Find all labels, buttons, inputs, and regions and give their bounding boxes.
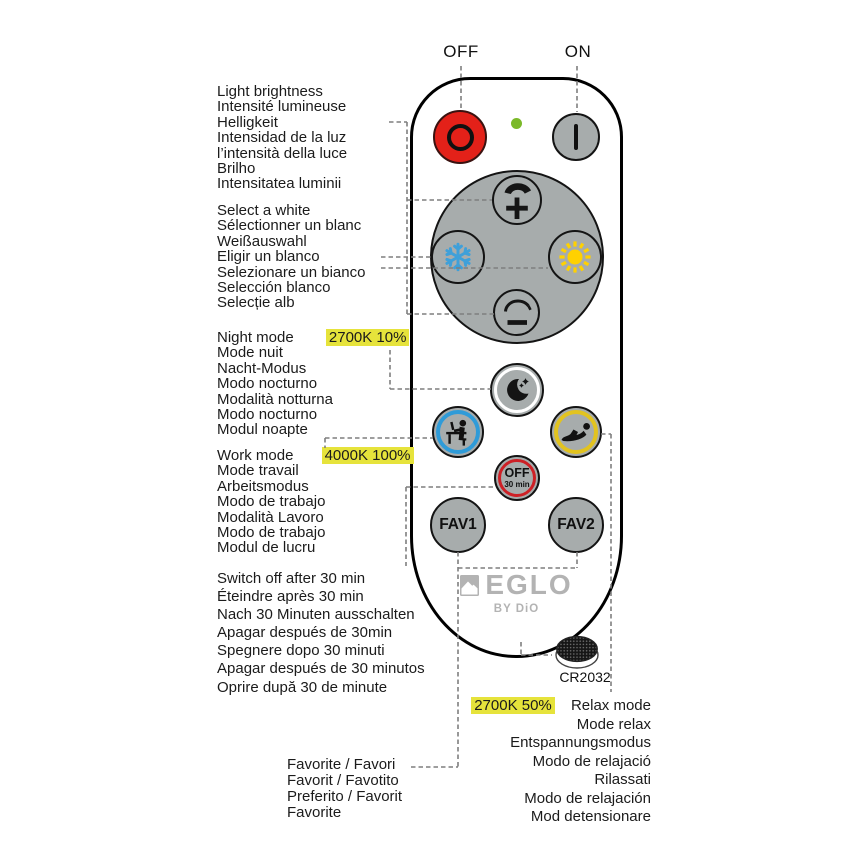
brand-logo	[410, 571, 623, 615]
fav1-label: FAV1	[439, 516, 477, 533]
battery-label: CR2032	[559, 669, 611, 685]
annotation-line: Selecție alb	[217, 294, 295, 312]
circle-outline-icon	[447, 124, 474, 151]
annotation-line: Intensitatea luminii	[217, 175, 342, 193]
power-off-button[interactable]	[433, 110, 487, 164]
bar-icon	[574, 124, 578, 150]
annotation-line: Light brightness	[217, 83, 323, 100]
coin-battery-icon	[553, 630, 603, 674]
off-30min-label-bottom: 30 min	[504, 479, 530, 489]
annotation-line: Nacht-Modus	[217, 359, 307, 377]
annotation-line: Selezionare un bianco	[217, 263, 366, 281]
annotation-line: Rilassati	[594, 771, 651, 788]
sun-icon	[557, 239, 593, 275]
annotation-favorite	[287, 757, 402, 821]
night-mode-button[interactable]	[490, 363, 544, 417]
annotation-line: Apagar después de 30min	[217, 624, 393, 642]
relax-mode-label: Relax mode	[570, 697, 651, 714]
dial-minus-icon	[499, 297, 535, 329]
off-column-label: OFF	[443, 42, 479, 61]
annotation-line: Nach 30 Minuten ausschalten	[217, 606, 415, 624]
annotation-line: Mode nuit	[217, 344, 283, 362]
annotation-line: Modul de lucru	[217, 539, 316, 557]
annotation-relax-mode	[471, 697, 651, 827]
brightness-down-button[interactable]	[493, 289, 540, 336]
annotation-line: Mode relax	[576, 715, 651, 733]
brand-subtitle: BY DiO	[493, 603, 540, 615]
annotation-line: Éteindre après 30 min	[217, 588, 364, 606]
annotation-line: Selección blanco	[217, 278, 331, 296]
annotation-line: Arbeitsmodus	[217, 477, 309, 495]
annotation-line: Mod detensionare	[530, 808, 651, 825]
annotation-brightness	[217, 84, 347, 192]
annotation-line: Modul noapte	[217, 421, 308, 439]
fav2-label: FAV2	[557, 516, 595, 533]
relax-mode-button[interactable]	[550, 406, 602, 458]
fav2-button[interactable]	[548, 497, 604, 553]
annotation-line: Eligir un blanco	[217, 248, 320, 266]
annotation-line: Modalità notturna	[217, 390, 333, 408]
annotation-line: Helligkeit	[217, 113, 278, 131]
snowflake-icon	[442, 241, 474, 273]
annotation-line: Brilho	[217, 159, 256, 177]
annotation-line: Intensidad de la luz	[217, 129, 347, 147]
annotation-switch-off	[217, 570, 425, 697]
night-mode-label: Night mode	[217, 329, 294, 346]
brand-name: EGLO	[485, 569, 573, 600]
off-30min-label-top: OFF	[504, 466, 530, 481]
annotation-night-mode	[217, 330, 409, 438]
annotation-line: Weißauswahl	[217, 232, 307, 250]
on-column-label: ON	[564, 42, 592, 61]
annotation-line: Oprire după 30 de minute	[217, 678, 388, 696]
fav1-button[interactable]	[430, 497, 486, 553]
person-at-desk-icon	[443, 418, 473, 446]
annotation-line: Modo de trabajo	[217, 523, 326, 541]
relax-mode-value-highlight: 2700K 50%	[471, 697, 555, 714]
annotation-select-white	[217, 203, 365, 311]
dial-plus-icon	[499, 179, 535, 221]
annotation-line: Modo de relajación	[524, 789, 651, 807]
eglo-mark-icon	[460, 575, 479, 596]
brightness-up-button[interactable]	[492, 175, 542, 225]
annotation-line: Intensité lumineuse	[217, 98, 347, 116]
warm-white-button[interactable]	[548, 230, 602, 284]
person-reclining-icon	[559, 420, 593, 444]
annotation-line: Modo de relajació	[532, 752, 651, 770]
work-mode-label: Work mode	[217, 447, 294, 464]
annotation-line: Spegnere dopo 30 minuti	[217, 642, 385, 660]
annotation-line: Favorite	[287, 804, 342, 821]
annotation-line: Modo nocturno	[217, 405, 318, 423]
annotation-line: l’intensità della luce	[217, 144, 348, 162]
work-mode-button[interactable]	[432, 406, 484, 458]
power-on-button[interactable]	[552, 113, 600, 161]
annotation-line: Entspannungsmodus	[510, 734, 651, 751]
annotation-work-mode	[217, 448, 414, 556]
off-30min-button[interactable]	[494, 455, 540, 501]
annotation-line: Sélectionner un blanc	[217, 217, 362, 235]
annotation-line: Modalità Lavoro	[217, 508, 324, 526]
annotation-line: Mode travail	[217, 462, 299, 480]
led-indicator	[511, 118, 522, 129]
annotation-line: Favorit / Favotito	[287, 772, 399, 789]
annotation-line: Select a white	[217, 202, 311, 219]
work-mode-value-highlight: 4000K 100%	[322, 447, 414, 464]
cool-white-button[interactable]	[431, 230, 485, 284]
annotation-line: Apagar después de 30 minutos	[217, 660, 425, 678]
annotation-line: Favorite / Favori	[287, 756, 396, 773]
annotation-line: Switch off after 30 min	[217, 570, 366, 587]
annotation-line: Modo nocturno	[217, 375, 318, 393]
annotation-line: Modo de trabajo	[217, 493, 326, 511]
night-mode-value-highlight: 2700K 10%	[326, 329, 410, 346]
annotation-line: Preferito / Favorit	[287, 788, 403, 805]
moon-stars-icon	[501, 374, 533, 406]
